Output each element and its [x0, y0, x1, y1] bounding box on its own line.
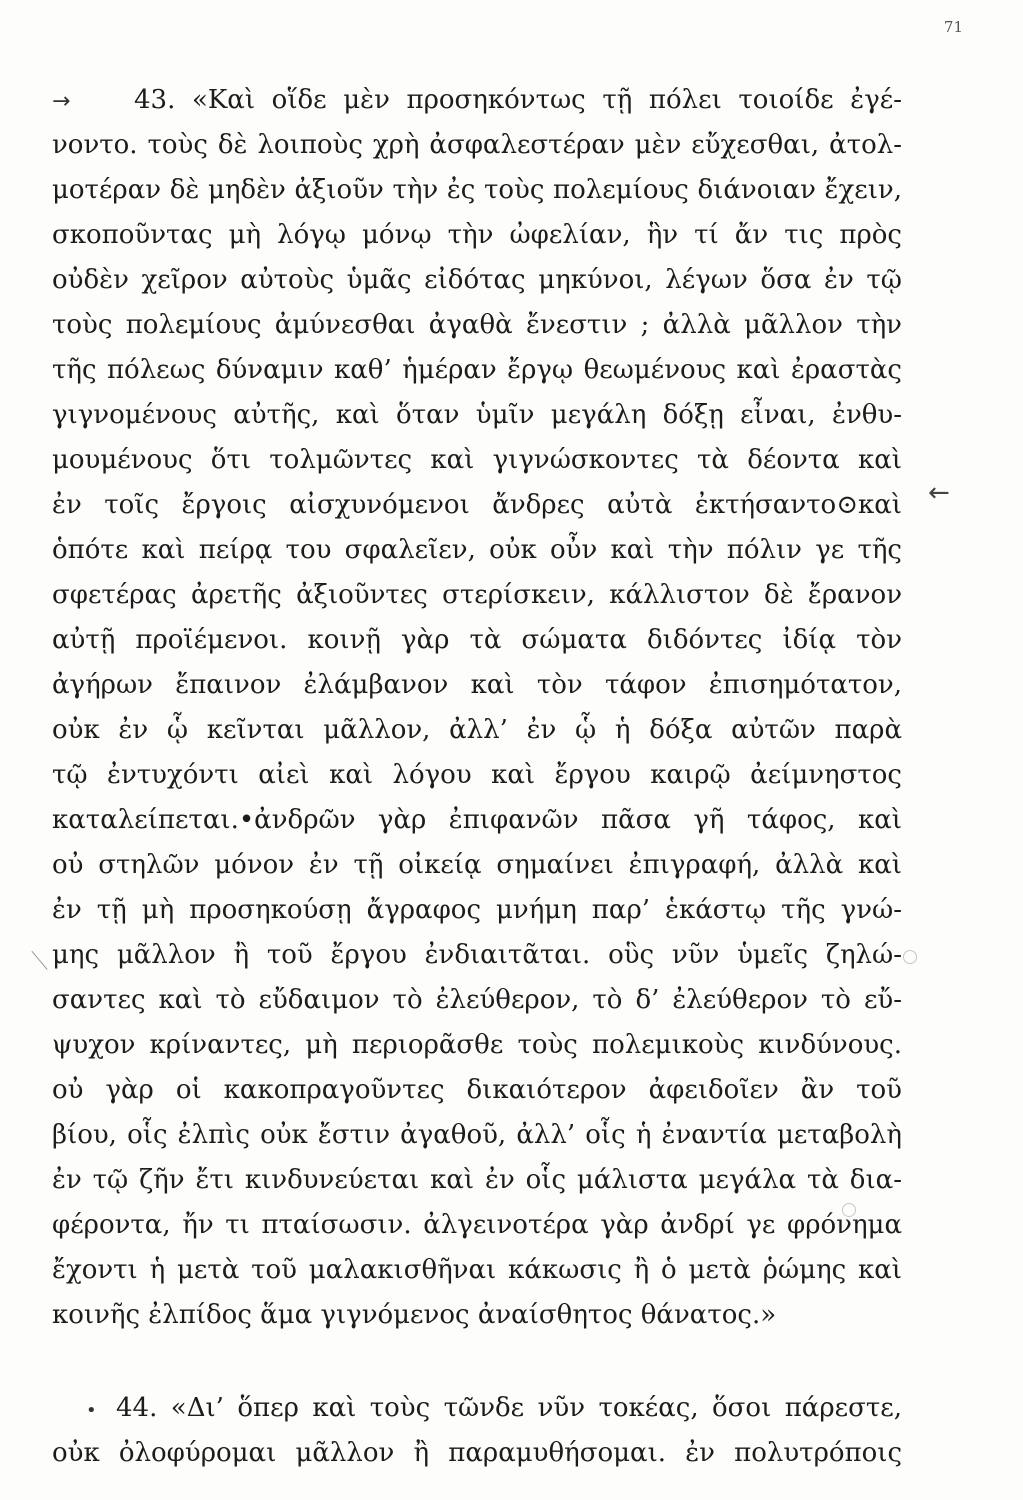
text-line: σκοποῦντας μὴ λόγῳ μόνῳ τὴν ὠφελίαν, ἣν τί ἄν τις πρὸς — [52, 220, 902, 250]
text-line: • 44. «Δι’ ὅπερ καὶ τοὺς τῶνδε νῦν τοκέας, ὅσοι πάρεστε, — [52, 1386, 902, 1431]
text-line: οὐκ ὀλοφύρομαι μᾶλλον ἢ παραμυθήσομαι. ἐν πολυτρόποις — [52, 1438, 902, 1468]
text-line: νοντο. τοὺς δὲ λοιποὺς χρὴ ἀσφαλεστέραν μὲν εὔχεσθαι, ἀτολ- — [52, 130, 902, 160]
text-line: αὐτῇ προϊέμενοι. κοινῇ γὰρ τὰ σώματα διδόντες ἰδίᾳ τὸν — [52, 625, 902, 655]
margin-circle-icon — [903, 950, 917, 964]
text-line: ἐν τοῖς ἔργοις αἰσχυνόμενοι ἄνδρες αὐτὰ ἐκτήσαντο⊙καὶ — [52, 490, 902, 520]
text-line: καταλείπεται.•ἀνδρῶν γὰρ ἐπιφανῶν πᾶσα γῆ τάφος, καὶ — [52, 805, 902, 835]
text-line: οὐ γὰρ οἱ κακοπραγοῦντες δικαιότερον ἀφειδοῖεν ἂν τοῦ — [52, 1075, 902, 1105]
text-line: τῆς πόλεως δύναμιν καθ’ ἡμέραν ἔργῳ θεωμένους καὶ ἐραστὰς — [52, 355, 902, 385]
text-line: γιγνομένους αὐτῆς, καὶ ὅταν ὑμῖν μεγάλη δόξῃ εἶναι, ἐνθυ- — [52, 400, 902, 430]
margin-arrow-icon: → — [52, 89, 71, 114]
page-number: 71 — [943, 18, 963, 36]
text-line: τῷ ἐντυχόντι αἰεὶ καὶ λόγου καὶ ἔργου καιρῷ ἀείμνηστος — [52, 760, 902, 790]
text-line: φέροντα, ἤν τι πταίσωσιν. ἀλγεινοτέρα γὰρ ἀνδρί γε φρόνημα — [52, 1210, 902, 1240]
paragraph-44 — [52, 1386, 902, 1476]
text-line: οὐκ ἐν ᾧ κεῖνται μᾶλλον, ἀλλ’ ἐν ᾧ ἡ δόξα αὐτῶν παρὰ — [52, 715, 902, 745]
bullet-icon: • — [86, 1400, 97, 1421]
paragraph-43 — [52, 78, 902, 1338]
text-line: μουμένους ὅτι τολμῶντες καὶ γιγνώσκοντες τὰ δέοντα καὶ — [52, 445, 902, 475]
margin-arrow-left-icon: ← — [928, 478, 950, 508]
text-line: βίου, οἷς ἐλπὶς οὐκ ἔστιν ἀγαθοῦ, ἀλλ’ οἷς ἡ ἐναντία μεταβολὴ — [52, 1120, 902, 1150]
text-line: ἐν τῷ ζῆν ἔτι κινδυνεύεται καὶ ἐν οἷς μάλιστα μεγάλα τὰ δια- — [52, 1165, 902, 1195]
text-line: σαντες καὶ τὸ εὔδαιμον τὸ ἐλεύθερον, τὸ δ’ ἐλεύθερον τὸ εὔ- — [52, 985, 902, 1015]
text-line: κοινῆς ἐλπίδος ἅμα γιγνόμενος ἀναίσθητος θάνατος.» — [52, 1300, 777, 1330]
margin-circle-icon — [842, 1203, 856, 1217]
text-line: ψυχον κρίναντες, μὴ περιορᾶσθε τοὺς πολεμικοὺς κινδύνους. — [52, 1030, 902, 1060]
text-line: μης μᾶλλον ἢ τοῦ ἔργου ἐνδιαιτᾶται. οὓς νῦν ὑμεῖς ζηλώ- — [52, 940, 902, 970]
text-line: ἔχοντι ἡ μετὰ τοῦ μαλακισθῆναι κάκωσις ἢ ὁ μετὰ ῥώμης καὶ — [52, 1255, 902, 1285]
text-line: τοὺς πολεμίους ἀμύνεσθαι ἀγαθὰ ἔνεστιν ; ἀλλὰ μᾶλλον τὴν — [52, 310, 902, 340]
text-line: ἐν τῇ μὴ προσηκούσῃ ἄγραφος μνήμη παρ’ ἑκάστῳ τῆς γνώ- — [52, 895, 902, 925]
text-line: μοτέραν δὲ μηδὲν ἀξιοῦν τὴν ἐς τοὺς πολεμίους διάνοιαν ἔχειν, — [52, 175, 902, 205]
text-block — [52, 78, 902, 1476]
text-line: ὁπότε καὶ πείρᾳ του σφαλεῖεν, οὐκ οὖν καὶ τὴν πόλιν γε τῆς — [52, 535, 902, 565]
text-line: ἀγήρων ἔπαινον ἐλάμβανον καὶ τὸν τάφον ἐπισημότατον, — [52, 670, 902, 700]
text-line: οὐ στηλῶν μόνον ἐν τῇ οἰκείᾳ σημαίνει ἐπιγραφή, ἀλλὰ καὶ — [52, 850, 902, 880]
text-line: σφετέρας ἀρετῆς ἀξιοῦντες στερίσκειν, κάλλιστον δὲ ἔρανον — [52, 580, 902, 610]
paragraph-gap — [52, 1338, 902, 1386]
text-line: → 43. «Καὶ οἵδε μὲν προσηκόντως τῇ πόλει τοιοίδε ἐγέ- — [52, 78, 902, 123]
text-line: οὐδὲν χεῖρον αὐτοὺς ὑμᾶς εἰδότας μηκύνοι, λέγων ὅσα ἐν τῷ — [52, 265, 902, 295]
